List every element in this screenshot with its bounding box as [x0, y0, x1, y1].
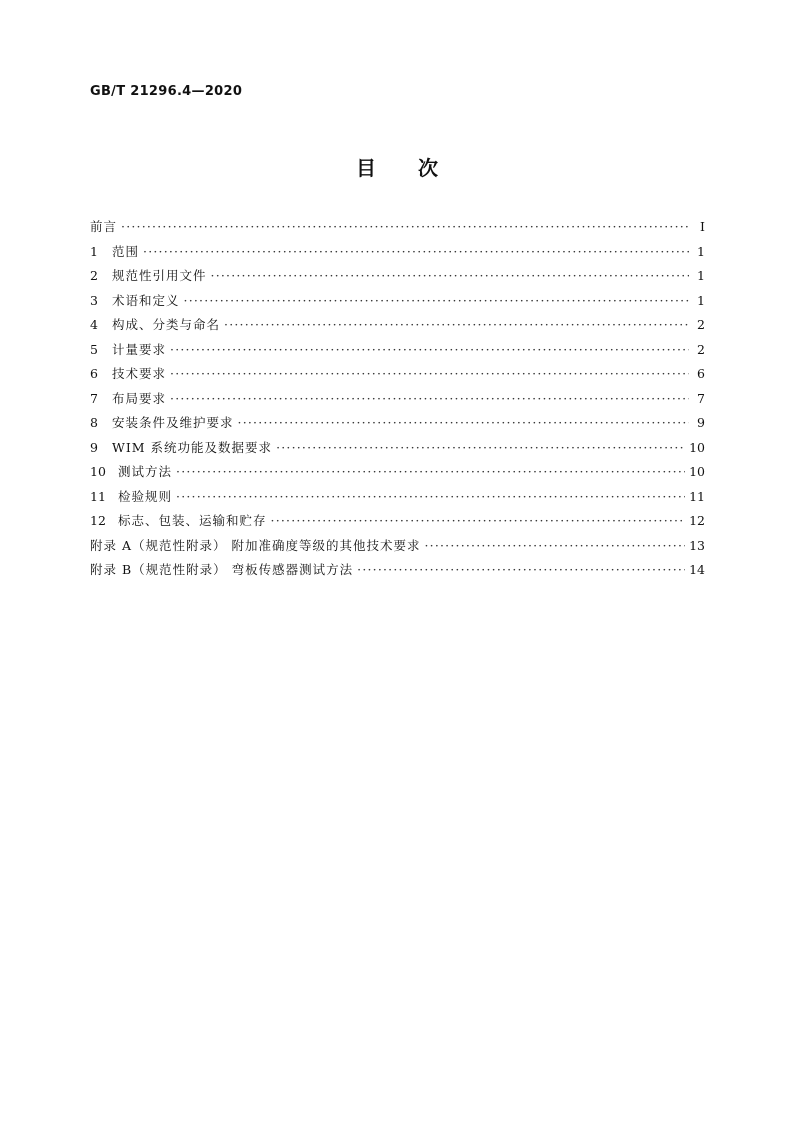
toc-entry-scope[interactable]: [90, 240, 705, 265]
toc-entry-wim-system[interactable]: [90, 436, 705, 461]
toc-entry-page: 1: [697, 243, 705, 259]
toc-entry-label: 技术要求: [112, 366, 167, 381]
toc-entry-number: 3: [90, 292, 98, 308]
toc-entry-page: 6: [697, 366, 705, 381]
toc-entry-label: 标志、包装、运输和贮存: [118, 513, 267, 528]
toc-entry-number: 10: [90, 464, 106, 479]
toc-entry-label: 附录 B（规范性附录） 弯板传感器测试方法: [90, 562, 354, 577]
toc-entry-metrology[interactable]: [90, 338, 705, 363]
toc-entry-label: 附录 A（规范性附录） 附加准确度等级的其他技术要求: [90, 537, 421, 553]
toc-leader-dots: [271, 509, 686, 534]
toc-entry-terms[interactable]: [90, 289, 705, 314]
toc-entry-number: 6: [90, 366, 98, 381]
toc-entry-page: 14: [689, 562, 705, 577]
toc-entry-number: 2: [90, 268, 98, 283]
toc-entry-test-methods[interactable]: [90, 460, 705, 485]
toc-leader-dots: [424, 534, 685, 559]
toc-entry-appendix-b[interactable]: [90, 558, 705, 583]
toc-entry-number: 8: [90, 415, 98, 430]
toc-entry-inspection[interactable]: [90, 485, 705, 510]
toc-entry-page: 13: [689, 537, 705, 553]
toc-entry-marking[interactable]: [90, 509, 705, 534]
toc-entry-page: 11: [689, 488, 705, 504]
toc-entry-installation[interactable]: [90, 411, 705, 436]
toc-entry-page: Ⅰ: [700, 219, 705, 234]
toc-entry-page: 7: [697, 390, 705, 406]
toc-entry-page: 9: [697, 415, 705, 430]
toc-entry-number: 11: [90, 488, 106, 504]
toc-leader-dots: [224, 313, 689, 338]
toc-entry-preface[interactable]: [90, 215, 705, 240]
toc-leader-dots: [121, 215, 689, 240]
toc-leader-dots: [184, 289, 689, 314]
toc-leader-dots: [170, 338, 689, 363]
toc-entry-number: 12: [90, 513, 106, 528]
toc-entry-label: 规范性引用文件: [112, 268, 207, 283]
toc-entry-page: 1: [697, 292, 705, 308]
toc-leader-dots: [170, 362, 689, 387]
toc-entry-composition[interactable]: [90, 313, 705, 338]
toc-entry-page: 10: [689, 464, 705, 479]
toc-entry-label: 检验规则: [118, 488, 173, 504]
toc-leader-dots: [211, 264, 689, 289]
toc-entry-page: 10: [689, 439, 705, 455]
toc-entry-page: 12: [689, 513, 705, 528]
toc-entry-number: 5: [90, 341, 98, 357]
toc-entry-label: 计量要求: [112, 341, 167, 357]
toc-entry-normative-references[interactable]: [90, 264, 705, 289]
toc-entry-label: 前言: [90, 219, 118, 234]
toc-entry-page: 1: [697, 268, 705, 283]
toc-entry-label: 范围: [112, 243, 140, 259]
toc-leader-dots: [176, 485, 685, 510]
toc-entry-page: 2: [697, 341, 705, 357]
toc-entry-label: 安装条件及维护要求: [112, 415, 234, 430]
document-number: GB/T 21296.4—2020: [90, 84, 243, 99]
toc-entry-number: 9: [90, 439, 98, 455]
toc-entry-label: 测试方法: [118, 464, 173, 479]
page-title: 目次: [356, 156, 480, 180]
toc-entry-number: 1: [90, 243, 98, 259]
table-of-contents: [90, 215, 705, 583]
toc-entry-layout[interactable]: [90, 387, 705, 412]
toc-leader-dots: [143, 240, 689, 265]
toc-leader-dots: [170, 387, 689, 412]
toc-entry-label: WIM 系统功能及数据要求: [112, 439, 273, 455]
toc-leader-dots: [357, 558, 685, 583]
toc-entry-number: 4: [90, 317, 98, 332]
toc-entry-label: 布局要求: [112, 390, 167, 406]
toc-entry-label: 构成、分类与命名: [112, 317, 221, 332]
toc-leader-dots: [176, 460, 685, 485]
toc-leader-dots: [276, 436, 685, 461]
toc-leader-dots: [238, 411, 689, 436]
toc-entry-appendix-a[interactable]: [90, 534, 705, 559]
toc-entry-number: 7: [90, 390, 98, 406]
toc-entry-label: 术语和定义: [112, 292, 180, 308]
toc-entry-page: 2: [697, 317, 705, 332]
toc-entry-technical[interactable]: [90, 362, 705, 387]
